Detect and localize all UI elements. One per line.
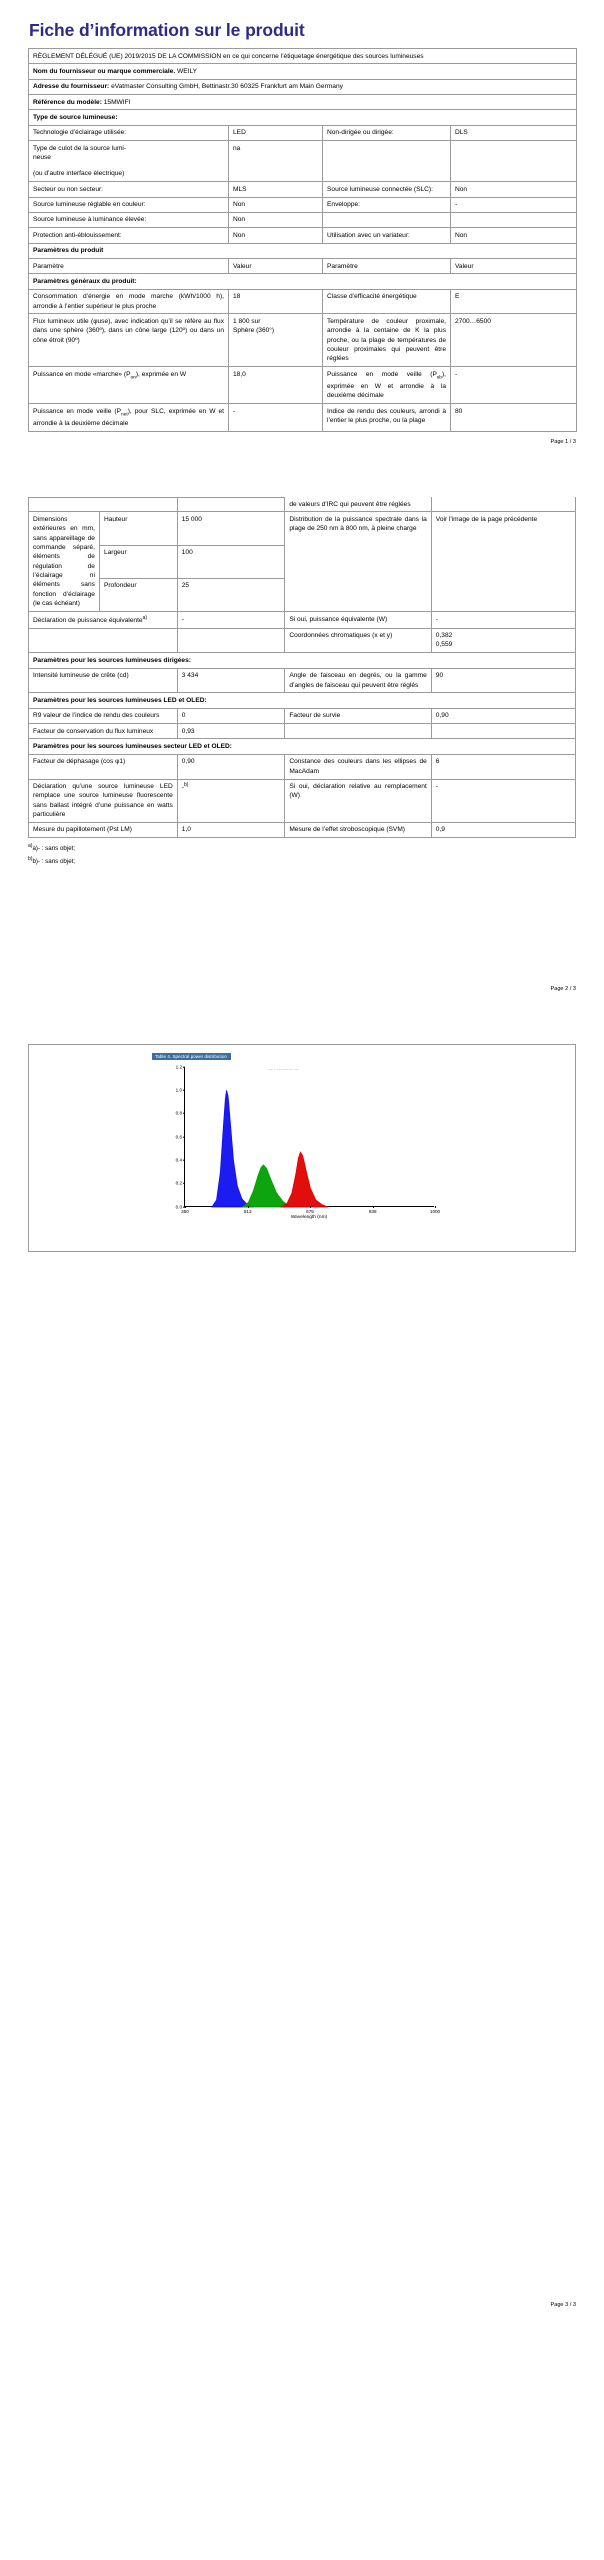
param-value: 3 434 (177, 668, 285, 693)
product-info-table-page2 (28, 497, 576, 839)
column-header-value: Valeur (229, 259, 323, 274)
page-number-2: Page 2 / 3 (550, 985, 576, 992)
product-params-heading: Paramètres du produit (29, 243, 577, 258)
param-value: LED (229, 125, 323, 140)
param-label: Mesure du papillotement (Pst LM) (29, 822, 178, 837)
light-source-type-heading: Type de source lumineuse: (29, 110, 577, 125)
param-value: 18 (229, 289, 323, 314)
spectral-curves (185, 1067, 435, 1207)
param-label: Facteur de survie (285, 708, 431, 723)
param-value: Non (229, 228, 323, 243)
x-axis-tick-mark (373, 1206, 374, 1209)
table-row-regulation (29, 49, 577, 64)
supplier-address-value: eVatmaster Consulting GmbH, Bettinastr.30 60325 Frankfurt am Main Germany (111, 83, 343, 91)
equiv-power-label-text: Déclaration de puissance équivalente (33, 616, 143, 624)
y-axis-tick-mark (183, 1113, 186, 1114)
param-label: Température de couleur proximale, arrondie à la centaine de K la plus proche, ou la plage de températures de couleur proximales qui peuvent être réglées (323, 314, 451, 367)
x-axis-tick-mark (310, 1206, 311, 1209)
param-value: -$^{b)}$ (177, 779, 285, 822)
param-value: 0,90 (431, 708, 575, 723)
param-label: Facteur de conservation du flux lumineux (29, 724, 178, 739)
y-axis-tick-label: 1.2 (175, 1064, 182, 1069)
param-value (451, 212, 577, 227)
table-row-continued (29, 497, 576, 512)
column-header-param: Paramètre (29, 259, 229, 274)
table-row (29, 822, 576, 837)
param-label: Non-dirigée ou dirigée: (323, 125, 451, 140)
table-row (29, 182, 577, 197)
param-value: - (229, 404, 323, 431)
x-axis-tick-mark (435, 1206, 436, 1209)
param-value: 0,90 (177, 754, 285, 779)
param-value: Non (451, 182, 577, 197)
param-value: - (431, 779, 575, 822)
column-header-param: Paramètre (323, 259, 451, 274)
table-row-section-heading (29, 243, 577, 258)
param-label: Si oui, puissance équivalente (W) (285, 612, 431, 629)
param-value: na (229, 141, 323, 182)
x-axis-tick-label: 1000 (429, 1208, 441, 1214)
param-label: Facteur de déphasage (cos φ1) (29, 754, 178, 779)
param-value: 6 (431, 754, 575, 779)
param-value: 1,0 (177, 822, 285, 837)
footnote-a: $^{a)}$a)- : sans objet; (28, 843, 76, 853)
param-label: Puissance en mode «marche» $(P_{on})$, exprimée en W (29, 367, 229, 404)
dimension-value: 100 (177, 545, 285, 578)
y-axis-tick-label: 0.8 (175, 1110, 182, 1116)
param-value: - (451, 367, 577, 404)
x-axis-tick-label: 513 (243, 1208, 252, 1214)
param-value: - (177, 612, 285, 629)
param-value: 18,0 (229, 367, 323, 404)
y-axis-tick-mark (183, 1066, 186, 1067)
table-row (29, 708, 576, 723)
page-3 (0, 1044, 604, 2308)
chart-plot-region (175, 1064, 441, 1214)
table-row (29, 228, 577, 243)
page-number-1: Page 1 / 3 (550, 438, 576, 445)
param-value: - (431, 612, 575, 629)
param-label: Protection anti-éblouissement: (29, 228, 229, 243)
y-axis-tick-label: 0.2 (175, 1180, 182, 1186)
mains-heading: Paramètres pour les sources lumineuses secteur LED et OLED: (29, 739, 576, 754)
param-value: - (451, 197, 577, 212)
page-1 (0, 0, 604, 445)
supplier-address-label: Adresse du fournisseur: (33, 83, 110, 91)
table-row-model (29, 95, 577, 110)
param-label: Constance des couleurs dans les ellipses de MacAdam (285, 754, 431, 779)
y-axis-tick-label: 0.4 (175, 1157, 182, 1163)
param-value: 2700…6500 (451, 314, 577, 367)
table-row (29, 754, 576, 779)
param-label: Technologie d’éclairage utilisée: (29, 125, 229, 140)
param-label: Source lumineuse à luminance élevée: (29, 212, 229, 227)
param-label (323, 212, 451, 227)
param-label: Déclaration qu’une source lumineuse LED remplace une source lumineuse fluorescente sans ballast intégré d’une puissance en watts particulière (29, 779, 178, 822)
table-row (29, 724, 576, 739)
param-label (29, 612, 178, 629)
param-label: Mesure de l’effet stroboscopique (SVM) (285, 822, 431, 837)
param-value: 0 (177, 708, 285, 723)
y-axis-tick-mark (183, 1183, 186, 1184)
param-label: R9 valeur de l’indice de rendu des couleurs (29, 708, 178, 723)
x-axis-tick-label: 675 (306, 1208, 314, 1214)
param-label: Intensité lumineuse de crête (cd) (29, 668, 178, 693)
dimension-name: Profondeur (99, 578, 177, 611)
model-value: 15MWIFI (103, 98, 131, 106)
param-value (451, 141, 577, 182)
dimension-value: 25 (177, 578, 285, 611)
param-label: Puissance en mode veille $(P_{sb})$, exprimée en W et arrondie à la deuxième décimale (323, 367, 451, 404)
column-header-value: Valeur (451, 259, 577, 274)
param-value: DLS (451, 125, 577, 140)
continued-text: de valeurs d’IRC qui peuvent être réglées (285, 497, 431, 512)
param-value: Non (451, 228, 577, 243)
table-row (29, 779, 576, 822)
table-row-equivalent-power (29, 612, 576, 629)
x-axis-tick-mark (185, 1206, 186, 1209)
table-row (29, 289, 577, 314)
x-axis-label: Wavelength (nm) (290, 1214, 328, 1220)
product-info-table-page1 (28, 48, 577, 432)
page-2 (0, 497, 604, 992)
y-axis-tick-label: 0.6 (175, 1134, 182, 1139)
y-axis-tick-mark (183, 1090, 186, 1091)
param-value (431, 724, 575, 739)
table-row (29, 141, 577, 182)
param-value: 0,93 (177, 724, 285, 739)
model-label: Référence du modèle: (33, 98, 102, 106)
param-label: Puissance en mode veille $(P_{net})$, pour SLC, exprimée en W et arrondie à la deuxième décimale (29, 404, 229, 431)
x-axis-tick-label: 350 (181, 1208, 189, 1214)
footnote-a-text: a)- : sans objet; (32, 845, 76, 853)
y-axis-tick-mark (183, 1136, 186, 1137)
param-value: 1 800 sur Sphère (360°) (229, 314, 323, 367)
table-row-source-type-heading (29, 110, 577, 125)
param-value: E (451, 289, 577, 314)
directed-heading: Paramètres pour les sources lumineuses dirigées: (29, 653, 576, 668)
param-label (323, 141, 451, 182)
general-params-heading: Paramètres généraux du produit: (29, 274, 577, 289)
led-heading: Paramètres pour les sources lumineuses LED et OLED: (29, 693, 576, 708)
param-label: Source lumineuse réglable en couleur: (29, 197, 229, 212)
footnote-marker-b: b) (183, 782, 189, 789)
param-label: Source lumineuse connectée (SLC): (323, 182, 451, 197)
x-axis-tick-label: 838 (368, 1208, 377, 1214)
param-value: 90 (431, 668, 575, 693)
spectral-label: Distribution de la puissance spectrale dans la plage de 250 nm à 800 nm, à pleine charge (285, 512, 431, 612)
param-label: Angle de faisceau en degrés, ou la gamme d’angles de faisceau qui peuvent être réglés (285, 668, 431, 693)
chroma-label: Coordonnées chromatiques (x et y) (285, 628, 431, 653)
footnote-b-text: b)- : sans objet; (32, 857, 76, 865)
footnote-b: $^{b)}$b)- : sans objet; (28, 855, 76, 865)
param-label: Enveloppe: (323, 197, 451, 212)
param-label: Si oui, déclaration relative au remplacement (W) (285, 779, 431, 822)
table-row-supplier-name (29, 64, 577, 79)
chroma-value: 0,382 0,559 (431, 628, 575, 653)
param-label: Utilisation avec un variateur: (323, 228, 451, 243)
supplier-name-value: WEILY (177, 67, 198, 75)
param-label (285, 724, 431, 739)
param-label: Indice de rendu des couleurs, arrondi à l’entier le plus proche, ou la plage (323, 404, 451, 431)
spectral-power-distribution-figure (28, 1044, 576, 1252)
table-row-column-headers (29, 259, 577, 274)
param-label: Consommation d’énergie en mode marche (kWh/1000 h), arrondie à l’entier supérieur le plus proche (29, 289, 229, 314)
table-row-section-heading (29, 274, 577, 289)
table-row-section-heading (29, 693, 576, 708)
dimensions-label: Dimensions extérieures en mm, sans appareillage de commande séparé, éléments de régulation de l’éclairage ni éléments sans fonction d’éclairage (le cas échéant) (29, 512, 100, 612)
table-row-dimensions (29, 512, 576, 545)
param-value: Non (229, 197, 323, 212)
table-row-section-heading (29, 739, 576, 754)
table-row (29, 668, 576, 693)
footnote-marker-a: a) (142, 614, 148, 621)
param-label: Flux lumineux utile (φuse), avec indication qu’il se réfère au flux dans une sphère (360º), dans un cône large (120º) ou dans un cône étroit (90º) (29, 314, 229, 367)
page-break-2 (0, 992, 604, 1044)
param-label: Secteur ou non secteur: (29, 182, 229, 197)
chart-title: Table 4. Spectral power distribution (152, 1053, 231, 1060)
regulation-text: RÈGLEMENT DÉLÉGUÉ (UE) 2019/2015 DE LA COMMISSION en ce qui concerne l’étiquetage énergétique des sources lumineuses (29, 49, 577, 64)
param-label: Classe d’efficacité énergétique (323, 289, 451, 314)
table-row (29, 404, 577, 431)
table-row-section-heading (29, 653, 576, 668)
spectral-value: Voir l'image de la page précédente (431, 512, 575, 612)
page-title: Fiche d’information sur le produit (29, 20, 305, 40)
dimension-value: 15 000 (177, 512, 285, 545)
y-axis-tick-mark (183, 1160, 186, 1161)
x-axis-tick-mark (248, 1206, 249, 1209)
table-row (29, 125, 577, 140)
table-row (29, 367, 577, 404)
table-row (29, 212, 577, 227)
table-row (29, 197, 577, 212)
supplier-name-label: Nom du fournisseur ou marque commerciale. (33, 67, 176, 75)
table-row (29, 314, 577, 367)
param-value: Non (229, 212, 323, 227)
chart-legend: --- - ---------- --- (268, 1066, 300, 1071)
dimension-name: Hauteur (99, 512, 177, 545)
footnotes (28, 838, 576, 867)
param-value: 80 (451, 404, 577, 431)
dimension-name: Largeur (99, 545, 177, 578)
y-axis-tick-label: 1.0 (175, 1087, 182, 1093)
page-break-1 (0, 445, 604, 497)
param-value: 0,9 (431, 822, 575, 837)
y-axis-tick-label: 0.0 (175, 1204, 182, 1209)
param-value: MLS (229, 182, 323, 197)
page-number-3: Page 3 / 3 (550, 2301, 576, 2308)
table-row-chromaticity (29, 628, 576, 653)
table-row-supplier-address (29, 79, 577, 94)
param-label: Type de culot de la source lumi- neuse (ou d’autre interface électrique) (29, 141, 229, 182)
chart-area (150, 1053, 454, 1243)
